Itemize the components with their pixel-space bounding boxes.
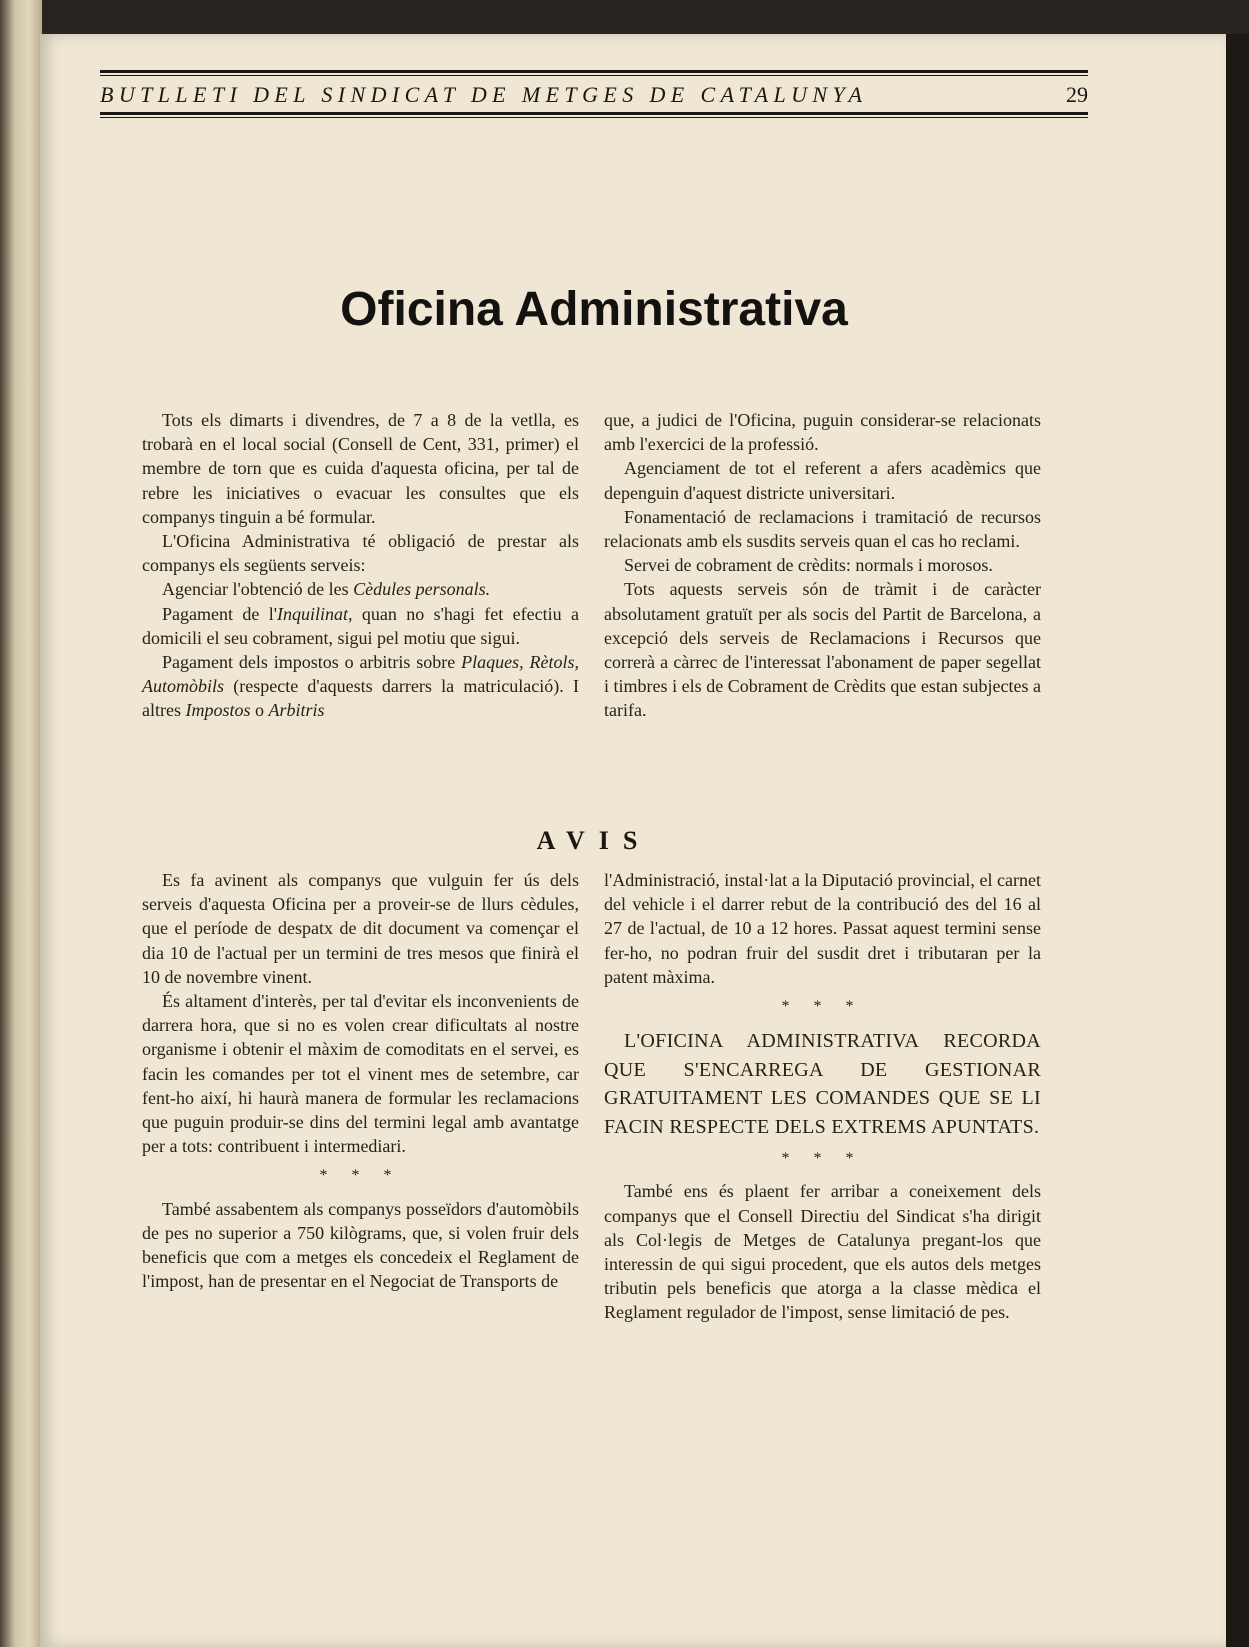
article-paragraph: Servei de cobrament de crèdits: normals i morosos. — [624, 555, 993, 576]
article-paragraph — [142, 577, 579, 601]
article-paragraph: Tots els dimarts i divendres, de 7 a 8 de la vetlla, es trobarà en el local social (Consell de Cent, 331, primer) el membre de torn que es cuida d'aquesta oficina, per tal de rebre les iniciatives o evacuar les consultes que els companys tinguin a bé formular. — [142, 410, 579, 527]
section-separator: * * * — [781, 998, 864, 1016]
page-number: 29 — [1066, 82, 1088, 107]
article-paragraph: Fonamentació de reclamacions i tramitació de recursos relacionats amb els susdits serveis quan el cas ho reclami. — [604, 506, 1041, 552]
journal-title: BUTLLETI DEL SINDICAT DE METGES DE CATALUNYA — [100, 82, 868, 107]
text-run: Agenciar l'obtenció de les — [162, 579, 354, 600]
avis-paragraph: Es fa avinent als companys que vulguin fer ús dels serveis d'aquesta Oficina per a proveir-se de llurs cèdules, que el període de despatx de dit document va començar el dia 10 de l'actual per un termini de tres mesos que finirà el 10 de novembre vinent. — [142, 870, 579, 987]
header-rule-bottom-thin — [100, 117, 1088, 118]
article-paragraph — [142, 602, 579, 650]
avis-column-right — [604, 868, 1041, 1325]
article-column-left — [142, 408, 579, 723]
article-paragraph: L'Oficina Administrativa té obligació de prestar als companys els següents serveis: — [142, 531, 579, 576]
italic-term: Arbitris — [268, 700, 325, 721]
article-title: Oficina Administrativa — [340, 283, 848, 336]
avis-paragraph: També ens és plaent fer arribar a coneixement dels companys que el Consell Directiu del Sindicat s'ha dirigit als Col·legis de Metges de Catalunya pregant-los que interessin de qui sigui procedent, que els autos dels metges tributin pels beneficis que atorga a la classe mèdica el Reglament regulador de l'impost, sense limitació de pes. — [604, 1181, 1041, 1323]
text-run: (respecte d'aquests darrers la matriculació). I altres — [142, 676, 579, 721]
italic-term: Impostos — [185, 700, 251, 721]
article-column-right — [604, 408, 1041, 723]
text-run: Pagament de l' — [162, 603, 277, 624]
text-run: Pagament dels impostos o arbitris sobre — [162, 652, 462, 673]
running-header — [100, 70, 1088, 118]
italic-term: Plaques, Rètols, Automòbils — [142, 652, 580, 697]
section-separator: * * * — [319, 1167, 402, 1185]
page-edge — [1226, 34, 1249, 1647]
text-run: quan no s'hagi fet efectiu a domicili el seu cobrament, sigui pel motiu que sigui. — [142, 603, 579, 648]
article-paragraph — [142, 650, 579, 723]
section-separator: * * * — [781, 1150, 864, 1168]
article-paragraph: Agenciament de tot el referent a afers acadèmics que depenguin d'aquest districte universitari. — [604, 458, 1041, 503]
avis-heading: AVIS — [536, 826, 652, 855]
italic-term: Cèdules personals. — [353, 579, 491, 600]
avis-paragraph: l'Administració, instal·lat a la Diputació provincial, el carnet del vehicle i el darrer rebut de la contribució des del 16 al 27 de l'actual, de 10 a 12 hores. Passat aquest termini sense fer-ho, no podran fruir del susdit dret i tributaran per la patent màxima. — [604, 870, 1041, 987]
header-rule-top — [100, 70, 1088, 73]
avis-paragraph: És altament d'interès, per tal d'evitar els inconvenients de darrera hora, que si no es volen crear dificultats al nostre organisme i obtenir el màxim de comoditats en el servei, es facin les comandes per tot el vinent mes de setembre, car fent-ho així, hi haurà manera de formular les reclamacions que puguin produir-se dins del termini legal amb avantatge per a tots: contribuent i intermediari. — [142, 991, 579, 1157]
book-spine — [0, 0, 42, 1647]
avis-column-left — [142, 868, 579, 1293]
avis-paragraph: També assabentem als companys posseïdors d'automòbils de pes no superior a 750 kilògrams, que, si volen fruir dels beneficis que com a metges els concedeix el Reglament de l'impost, han de presentar en el Negociat de Transports de — [142, 1198, 579, 1292]
header-rule-bottom — [100, 112, 1088, 115]
article-paragraph: Tots aquests serveis són de tràmit i de caràcter absolutament gratuït per als socis del Partit de Barcelona, a excepció dels serveis de Reclamacions i Recursos que correrà a càrrec de l'interessat l'abonament de paper segellat i timbres i els de Cobrament de Crèdits que estan subjectes a tarifa. — [604, 579, 1041, 721]
header-line — [100, 76, 1088, 112]
text-run: o — [250, 700, 269, 721]
avis-notice-caps: L'OFICINA ADMINISTRATIVA RECORDA QUE S'ENCARREGA DE GESTIONAR GRATUITAMENT LES COMANDES QUE SE LI FACIN RESPECTE DELS EXTREMS APUNTATS. — [604, 1030, 1041, 1138]
article-paragraph: que, a judici de l'Oficina, puguin considerar-se relacionats amb l'exercici de la professió. — [604, 410, 1041, 455]
italic-term: Inquilinat, — [277, 603, 353, 624]
